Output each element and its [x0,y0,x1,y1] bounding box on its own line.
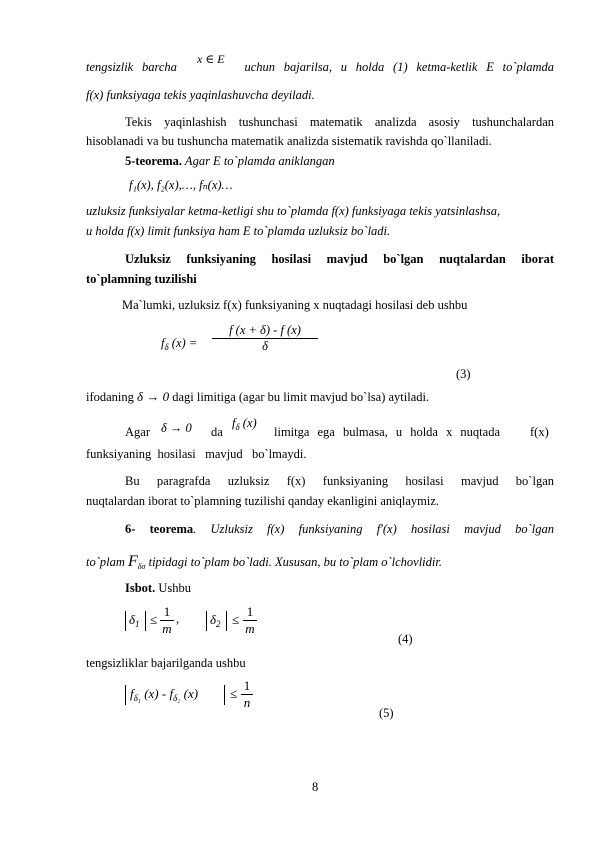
theorem5-line1: 5-teorema. Agar E to`plamda aniklangan [125,154,335,168]
math-x-in-E: x ∈ E [197,52,225,66]
equation-5-number: (5) [379,706,394,720]
equation-3-number: (3) [456,367,471,381]
theorem6-line1: 6- teorema. Uzluksiz f(x) funksiyaning f′(x) hosilasi mavjud bo`lgan [125,522,554,536]
math-f-delta: $f_\delta$ (x) [232,416,257,432]
function-sequence: f₁(x), f₂(x),…, fₙ(x)… [129,178,233,192]
theorem6-label: 6- teorema [125,522,194,536]
p6-line2: nuqtalardan iborat to`plamning tuzilishi qanday ekanligini aniqlaymiz. [86,494,440,508]
p3-line1: Ma`lumki, uzluksiz f(x) funksiyaning x nuqtadagi hosilasi deb ushbu [122,298,468,312]
p1-line1: tengsizlik barcha uchun bajarilsa, u holda (1) ketma-ketlik E to`plamda [86,60,554,74]
section-heading-line1: Uzluksiz funksiyaning hosilasi mavjud bo`lgan nuqtalardan iborat [125,252,554,266]
p4-line1: ifodaning δ → 0 dagi limitiga (agar bu limit mavjud bo`lsa) aytiladi. [86,389,430,404]
section-heading-line2: to`plamning tuzilishi [86,272,197,286]
proof-label: Isbot. [125,581,156,595]
proof-line: Isbot. Ushbu [125,581,191,595]
math-delta-to-zero-2: δ → 0 [161,421,192,435]
p2-line1: Tekis yaqinlashish tushunchasi matematik analizda asosiy tushunchalardan [125,115,554,129]
p1-line2: f(x) funksiyaga tekis yaqinlashuvcha deyiladi. [86,88,315,102]
theorem5-line3: uzluksiz funksiyalar ketma-ketligi shu to`plamda f(x) funksiyaga tekis yatsinlashsa, [86,204,501,218]
p2-line2: hisoblanadi va bu tushuncha matematik analizda sistematik ravishda qo`llaniladi. [86,134,492,148]
theorem5-line4: u holda f(x) limit funksiya ham E to`plamda uzluksiz bo`ladi. [86,224,391,238]
p7-line1: tengsizliklar bajarilganda ushbu [86,656,246,670]
document-page: tengsizlik barcha uchun bajarilsa, u holda (1) ketma-ketlik E to`plamda x ∈ E f(x) funksiyaga tekis yaqinlashuvcha deyiladi. Tekis yaqinlashish tushunchasi matematik analizda asosiy tushunchalardan hisoblanadi va bu tushuncha matematik analizda sistematik ravishda qo`llaniladi. 5-teorema. Agar E to`plamda aniklangan f₁(x), f₂(x),…, fₙ(x)… uzluksiz funksiyalar ketma-ketligi shu to`plamda f(x) funksiyaga tekis yatsinlashsa, u holda f(x) limit funksiya ham E to`plamda uzluksiz bo`ladi. Uzluksiz funksiyaning hosilasi mavjud bo`lgan nuqtalardan iborat to`plamning tuzilishi Ma`lumki, uzluksiz f(x) funksiyaning x nuqtadagi hosilasi deb ushbu $f_\delta$ (x) = f (x + δ) - f (x) δ (3) ifodaning δ → 0 dagi limitiga (agar bu limit mavjud bo`lsa) aytiladi. Agar δ → 0 da $f_\delta$ (x) limitga ega bulmasa, u holda x nuqtada f(x) funksiyaning hosilasi mavjud bo`lmaydi. Bu paragrafda uzluksiz f(x) funksiyaning hosilasi mavjud bo`lgan nuqtalardan iborat to`plamning tuzilishi qanday ekanligini aniqlaymiz. 6- teorema. Uzluksiz f(x) funksiyaning f′(x) hosilasi mavjud bo`lgan to`plam $F_{\delta\sigma}$ tipidagi to`plam bo`ladi. Xususan, bu to`plam o`lchovlidir. Isbot. Ushbu $\delta_1$ ≤ 1 m , $\delta_2$ ≤ 1 m (4) tengsizliklar bajarilganda ushbu $f_{\delta_1}$ $(x) - f_{\delta_2}$ (x) ≤ 1 n (5) 8 [0,0,595,842]
theorem6-line2: to`plam $F_{\delta\sigma}$ tipidagi to`plam bo`ladi. Xususan, bu to`plam o`lchovlidir. [86,553,442,571]
math-delta-to-zero: δ → 0 [137,389,170,404]
equation-4-number: (4) [398,632,413,646]
page-number: 8 [312,780,319,794]
theorem5-label: 5-teorema. [125,154,183,168]
p5-line2: funksiyaning hosilasi mavjud bo`lmaydi. [86,447,307,461]
p6-line1: Bu paragrafda uzluksiz f(x) funksiyaning hosilasi mavjud bo`lgan [125,474,554,488]
